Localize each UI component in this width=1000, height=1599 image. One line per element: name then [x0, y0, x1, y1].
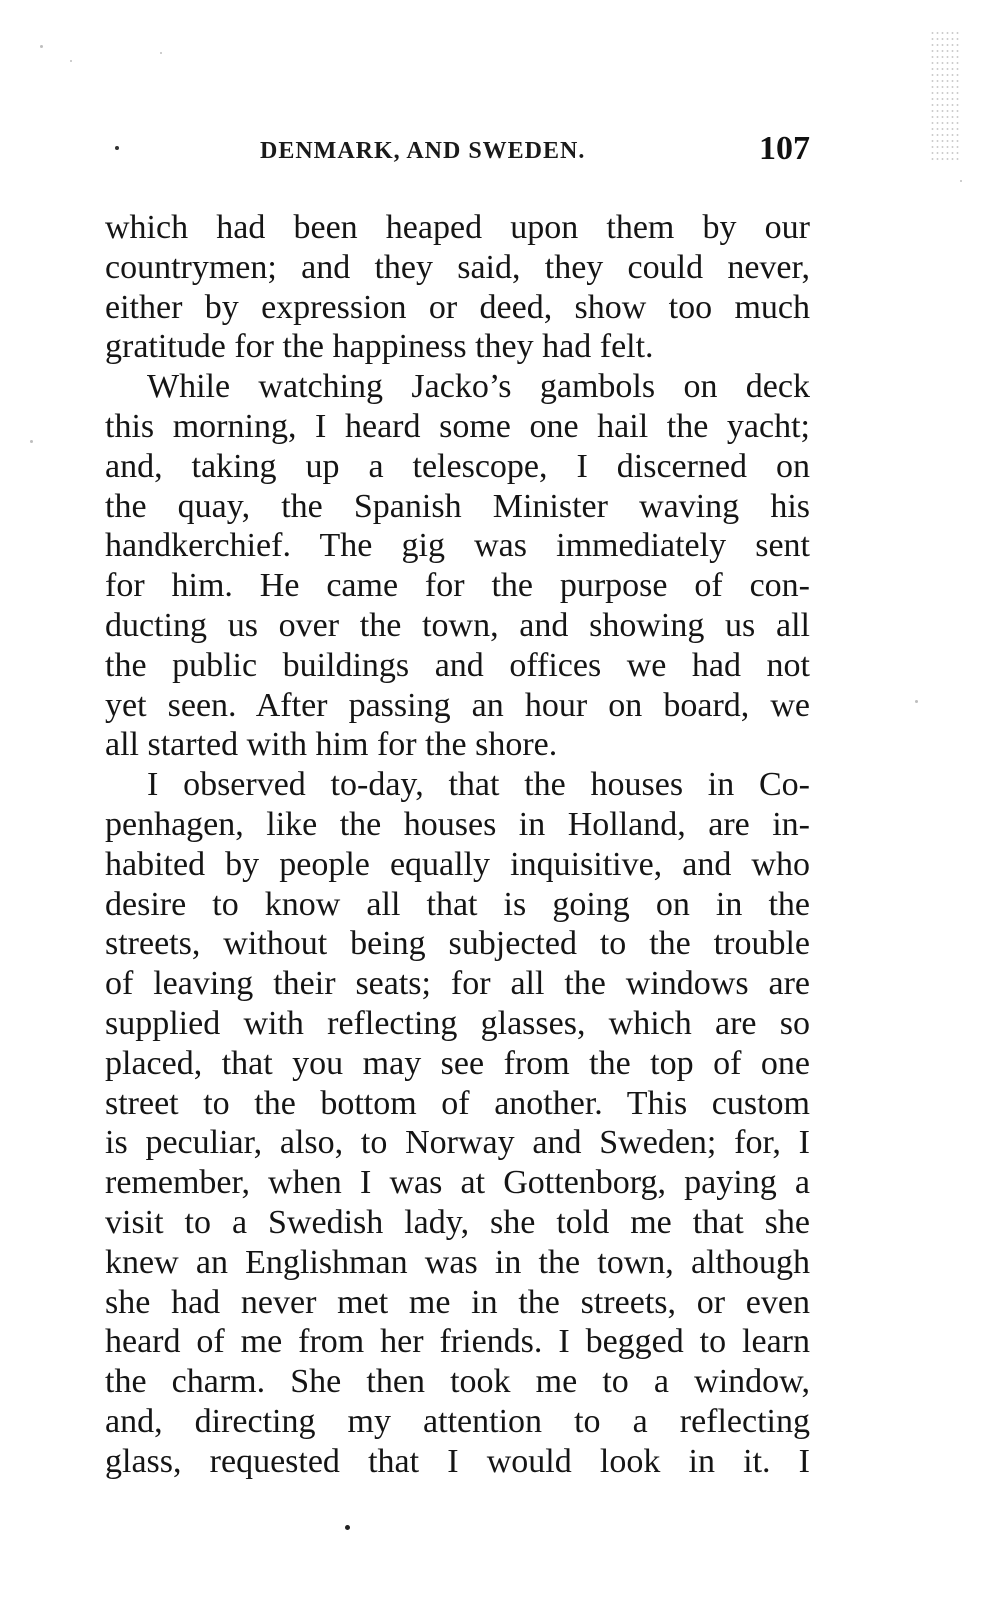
text-line: supplied with reflecting glasses, which are so	[105, 1004, 810, 1042]
text-line: this morning, I heard some one hail the yacht;	[105, 407, 810, 445]
text-line: and, taking up a telescope, I discerned on	[105, 447, 810, 485]
text-line: knew an Englishman was in the town, although	[105, 1243, 810, 1281]
page-header	[105, 130, 810, 180]
text-line: yet seen. After passing an hour on board, we	[105, 686, 810, 724]
text-line: and, directing my attention to a reflecting	[105, 1402, 810, 1440]
text-line: While watching Jacko’s gambols on deck	[147, 368, 810, 406]
speckle	[40, 45, 43, 48]
text-line: of leaving their seats; for all the windows are	[105, 965, 810, 1003]
text-line: remember, when I was at Gottenborg, paying a	[105, 1164, 810, 1202]
body-text	[105, 208, 810, 1482]
text-line: for him. He came for the purpose of con-	[105, 567, 810, 605]
text-line: street to the bottom of another. This custom	[105, 1084, 810, 1122]
text-line: visit to a Swedish lady, she told me that she	[105, 1203, 810, 1241]
text-line: the quay, the Spanish Minister waving his	[105, 487, 810, 525]
footer-dot	[345, 1525, 350, 1530]
text-line: she had never met me in the streets, or even	[105, 1283, 810, 1321]
text-line: habited by people equally inquisitive, and who	[105, 845, 810, 883]
text-line: I observed to-day, that the houses in Co-	[147, 766, 810, 804]
text-line: glass, requested that I would look in it. I	[105, 1442, 810, 1480]
text-line: countrymen; and they said, they could never,	[105, 248, 810, 286]
speckle	[30, 440, 33, 443]
speckle	[960, 180, 962, 182]
speckle	[915, 700, 918, 703]
text-line: the public buildings and offices we had not	[105, 646, 810, 684]
speckle	[70, 60, 72, 62]
page-edge-noise	[930, 30, 960, 160]
running-head: DENMARK, AND SWEDEN.	[260, 138, 586, 164]
text-line: gratitude for the happiness they had felt.	[105, 328, 654, 366]
text-line: the charm. She then took me to a window,	[105, 1363, 810, 1401]
text-line: is peculiar, also, to Norway and Sweden; for, I	[105, 1124, 810, 1162]
text-line: penhagen, like the houses in Holland, are in-	[105, 805, 810, 843]
text-line: ducting us over the town, and showing us all	[105, 606, 810, 644]
text-line: placed, that you may see from the top of one	[105, 1044, 810, 1082]
text-line: either by expression or deed, show too much	[105, 288, 810, 326]
text-line: all started with him for the shore.	[105, 726, 558, 764]
text-line: streets, without being subjected to the trouble	[105, 925, 810, 963]
text-line: desire to know all that is going on in the	[105, 885, 810, 923]
page-number: 107	[759, 130, 810, 167]
speckle	[160, 52, 162, 54]
text-line: handkerchief. The gig was immediately sent	[105, 527, 810, 565]
text-line: which had been heaped upon them by our	[105, 209, 810, 246]
text-line: heard of me from her friends. I begged to learn	[105, 1323, 810, 1361]
header-dot	[115, 146, 119, 150]
